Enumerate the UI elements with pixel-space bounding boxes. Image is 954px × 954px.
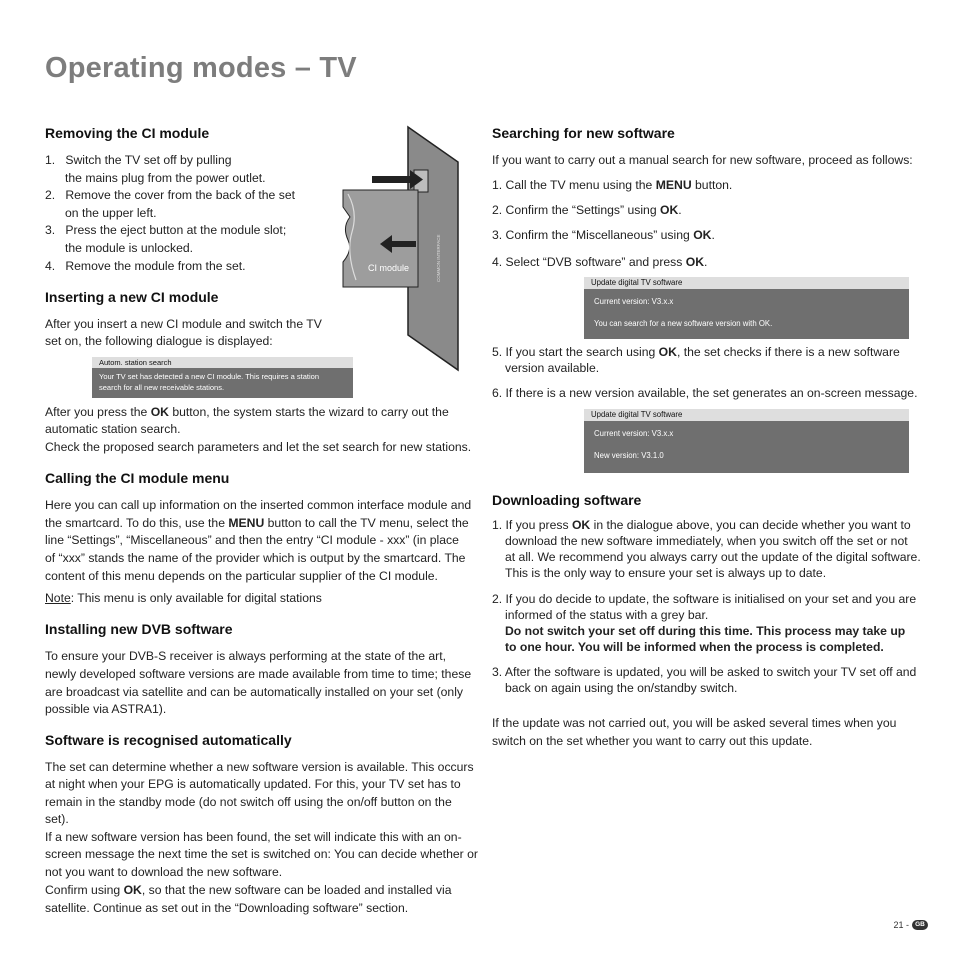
download-step: 1. If you press OK in the dialogue above, you can decide whether you want to bbox=[492, 518, 911, 532]
list-item: 1. Switch the TV set off by pulling bbox=[45, 153, 232, 167]
auto-text: at night when your EPG is automatically updated. For this, your TV set has to bbox=[45, 777, 461, 791]
inserting-intro-1: After you insert a new CI module and switch the TV bbox=[45, 317, 322, 331]
download-step: 2. If you do decide to update, the software is initialised on your set and you are bbox=[492, 592, 917, 606]
download-step: 3. After the software is updated, you will be asked to switch your TV set off and bbox=[492, 665, 917, 679]
calling-text: the smartcard. To do this, use the MENU button to call the TV menu, select the bbox=[45, 516, 469, 530]
update-dialog-current bbox=[584, 277, 909, 339]
auto-text: If a new software version has been found, the set will indicate this with an on- bbox=[45, 830, 462, 844]
auto-heading: Software is recognised automatically bbox=[45, 732, 292, 748]
dialog-title: Autom. station search bbox=[92, 357, 353, 368]
arrow-shaft bbox=[372, 176, 410, 183]
download-step-cont: at all. We recommend you always carry out the update of the digital software. bbox=[505, 550, 921, 564]
list-item-cont: on the upper left. bbox=[65, 206, 157, 220]
auto-text: screen message the next time the set is switched on: You can decide whether or bbox=[45, 847, 478, 861]
note-text: Note: This menu is only available for digital stations bbox=[45, 591, 322, 605]
dialog-text: Your TV set has detected a new CI module. This requires a station search for all new receivable stations. bbox=[99, 372, 319, 392]
calling-heading: Calling the CI module menu bbox=[45, 470, 230, 486]
current-version: Current version: V3.x.x bbox=[594, 297, 674, 306]
installing-text: are broadcast via satellite and can be automatically installed on your set (only bbox=[45, 685, 463, 699]
ci-module-label: CI module bbox=[368, 263, 410, 273]
station-search-dialog bbox=[92, 357, 353, 398]
auto-text: The set can determine whether a new software version is available. This occurs bbox=[45, 760, 474, 774]
installing-text: possible via ASTRA1). bbox=[45, 702, 167, 716]
dialog-title: Update digital TV software bbox=[584, 277, 909, 289]
download-step-cont: This is the only way to ensure your set is always up to date. bbox=[505, 566, 827, 580]
inserting-heading: Inserting a new CI module bbox=[45, 289, 219, 305]
search-step: 4. Select “DVB software” and press OK. bbox=[492, 255, 708, 269]
check-text: Check the proposed search parameters and let the set search for new stations. bbox=[45, 440, 472, 454]
search-step: 1. Call the TV menu using the MENU button. bbox=[492, 178, 733, 192]
final-note: If the update was not carried out, you will be asked several times when you bbox=[492, 716, 897, 730]
auto-text: Confirm using OK, so that the new software can be loaded and installed via bbox=[45, 883, 452, 897]
search-step: 3. Confirm the “Miscellaneous” using OK. bbox=[492, 228, 715, 242]
dialog-hint: You can search for a new software version with OK. bbox=[594, 319, 773, 328]
searching-intro: If you want to carry out a manual search for new software, proceed as follows: bbox=[492, 153, 913, 167]
list-item-cont: the mains plug from the power outlet. bbox=[65, 171, 266, 185]
dialog-title: Update digital TV software bbox=[584, 409, 909, 421]
calling-text: of “xxx” stands the name of the provider which is output by the smartcard. The bbox=[45, 551, 466, 565]
searching-heading: Searching for new software bbox=[492, 125, 675, 141]
download-step-cont: download the new software immediately, when you switch off the set or not bbox=[505, 534, 908, 548]
after-ok-text: After you press the OK button, the system starts the wizard to carry out the bbox=[45, 405, 449, 419]
search-step-cont: version available. bbox=[505, 361, 600, 375]
list-item: 3. Press the eject button at the module slot; bbox=[45, 223, 287, 237]
download-warning: to one hour. You will be informed when the process is completed. bbox=[505, 640, 884, 654]
common-interface-label: COMMON INTERFACE bbox=[436, 234, 441, 282]
installing-heading: Installing new DVB software bbox=[45, 621, 233, 637]
download-warning: Do not switch your set off during this time. This process may take up bbox=[505, 624, 906, 638]
list-item: 4. Remove the module from the set. bbox=[45, 259, 246, 273]
installing-text: To ensure your DVB-S receiver is always performing at the state of the art, bbox=[45, 649, 447, 663]
search-step: 6. If there is a new version available, the set generates an on-screen message. bbox=[492, 386, 918, 400]
download-step-cont: back on again using the on/standby switch. bbox=[505, 681, 738, 695]
removing-heading: Removing the CI module bbox=[45, 125, 210, 141]
final-note: switch on the set whether you want to carry out this update. bbox=[492, 734, 813, 748]
new-version: New version: V3.1.0 bbox=[594, 451, 664, 460]
list-item: 2. Remove the cover from the back of the set bbox=[45, 188, 295, 202]
search-step: 5. If you start the search using OK, the set checks if there is a new software bbox=[492, 345, 900, 359]
auto-text: set). bbox=[45, 812, 69, 826]
search-step: 2. Confirm the “Settings” using OK. bbox=[492, 203, 682, 217]
auto-text: remain in the standby mode (do not switch off using the on/off button on the bbox=[45, 795, 452, 809]
inserting-intro-2: set on, the following dialogue is displayed: bbox=[45, 334, 273, 348]
list-item-cont: the module is unlocked. bbox=[65, 241, 194, 255]
page-title: Operating modes – TV bbox=[45, 52, 357, 84]
after-ok-text-2: automatic station search. bbox=[45, 422, 181, 436]
auto-text: not you want to download the new software. bbox=[45, 865, 283, 879]
current-version: Current version: V3.x.x bbox=[594, 429, 674, 438]
downloading-heading: Downloading software bbox=[492, 492, 642, 508]
language-badge: GB bbox=[912, 920, 928, 930]
installing-text: newly developed software versions are made available from time to time; these bbox=[45, 667, 472, 681]
calling-text: content of this menu depends on the particular supplier of the CI module. bbox=[45, 569, 438, 583]
update-dialog-new bbox=[584, 409, 909, 473]
download-step-cont: informed of the status with a grey bar. bbox=[505, 608, 709, 622]
calling-text: Here you can call up information on the inserted common interface module and bbox=[45, 498, 472, 512]
ci-module-illustration bbox=[330, 122, 460, 372]
calling-text: line “Settings”, “Miscellaneous” and then the entry “CI module - xxx” (in place bbox=[45, 533, 459, 547]
page-number: 21 - GB bbox=[893, 920, 928, 930]
auto-text: satellite. Continue as set out in the “Downloading software” section. bbox=[45, 901, 409, 915]
